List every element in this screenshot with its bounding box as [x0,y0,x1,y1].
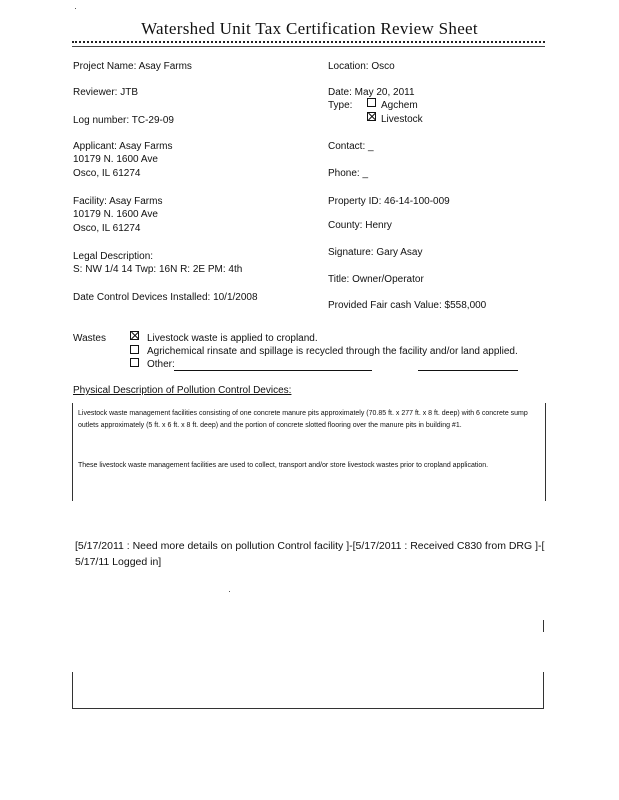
review-notes: [5/17/2011 : Need more details on pollution Control facility ]-[5/17/2011 : Received C830 from DRG ]-[ 5/17/11 Logged in] [75,540,545,568]
applicant-city: Osco, IL 61274 [73,168,141,179]
reviewer-field: Reviewer: JTB [73,87,139,98]
margin-mark [543,620,544,632]
physical-description-heading: Physical Description of Pollution Control Devices: [73,385,292,396]
wastes-other-line-2 [418,370,518,371]
wastes-livestock-label: Livestock waste is applied to cropland. [147,333,318,344]
facility-name: Facility: Asay Farms [73,196,163,207]
physical-description-para2: These livestock waste management facilities are used to collect, transport and/or store livestock wastes prior to cropland application. [78,462,489,469]
type-label: Type: [328,100,353,111]
page-title: Watershed Unit Tax Certification Review Sheet [141,19,478,38]
county-field: County: Henry [328,220,392,231]
applicant-street: 10179 N. 1600 Ave [73,154,158,165]
wastes-agrichemical-label: Agrichemical rinsate and spillage is recycled through the facility and/or land applied. [147,346,518,357]
wastes-label: Wastes [73,333,106,344]
title-field: Title: Owner/Operator [328,274,424,285]
applicant-name: Applicant: Asay Farms [73,141,173,152]
scan-speck [229,591,230,592]
property-id-field: Property ID: 46-14-100-009 [328,196,450,207]
wastes-other-checkbox[interactable] [130,358,139,367]
type-agchem-label: Agchem [381,100,418,111]
facility-street: 10179 N. 1600 Ave [73,209,158,220]
physical-description-para1: Livestock waste management facilities consisting of one concrete manure pits approximately (70.85 ft. x 277 ft. x 8 ft. deep) with 6 concrete sump outlets approximately (5 ft. x 6 ft. x 8 ft. deep) and the portion of concrete slotted flooring over the manure pits in building #1. [78,410,528,429]
facility-city: Osco, IL 61274 [73,223,141,234]
project-name-field: Project Name: Asay Farms [73,61,192,72]
date-installed-field: Date Control Devices Installed: 10/1/2008 [73,292,258,303]
date-field: Date: May 20, 2011 [328,87,415,98]
wastes-other-label: Other: [147,359,175,370]
legal-description-value: S: NW 1/4 14 Twp: 16N R: 2E PM: 4th [73,264,243,275]
log-number-field: Log number: TC-29-09 [73,115,174,126]
title-divider [72,41,545,47]
type-livestock-checkbox[interactable] [367,112,376,121]
legal-description-label: Legal Description: [73,251,154,262]
phone-field: Phone: _ [328,168,369,179]
type-agchem-checkbox[interactable] [367,98,376,107]
type-livestock-label: Livestock [381,114,423,125]
contact-field: Contact: _ [328,141,374,152]
fair-cash-value-field: Provided Fair cash Value: $558,000 [328,300,487,311]
scan-speck [75,8,76,9]
signature-field: Signature: Gary Asay [328,247,423,258]
wastes-other-line [174,370,372,371]
wastes-livestock-checkbox[interactable] [130,331,139,340]
bottom-frame-line [72,708,544,709]
bottom-frame-right [543,672,544,708]
bottom-frame-left [72,672,73,708]
physical-description-box [72,403,546,501]
wastes-agrichemical-checkbox[interactable] [130,345,139,354]
location-field: Location: Osco [328,61,395,72]
